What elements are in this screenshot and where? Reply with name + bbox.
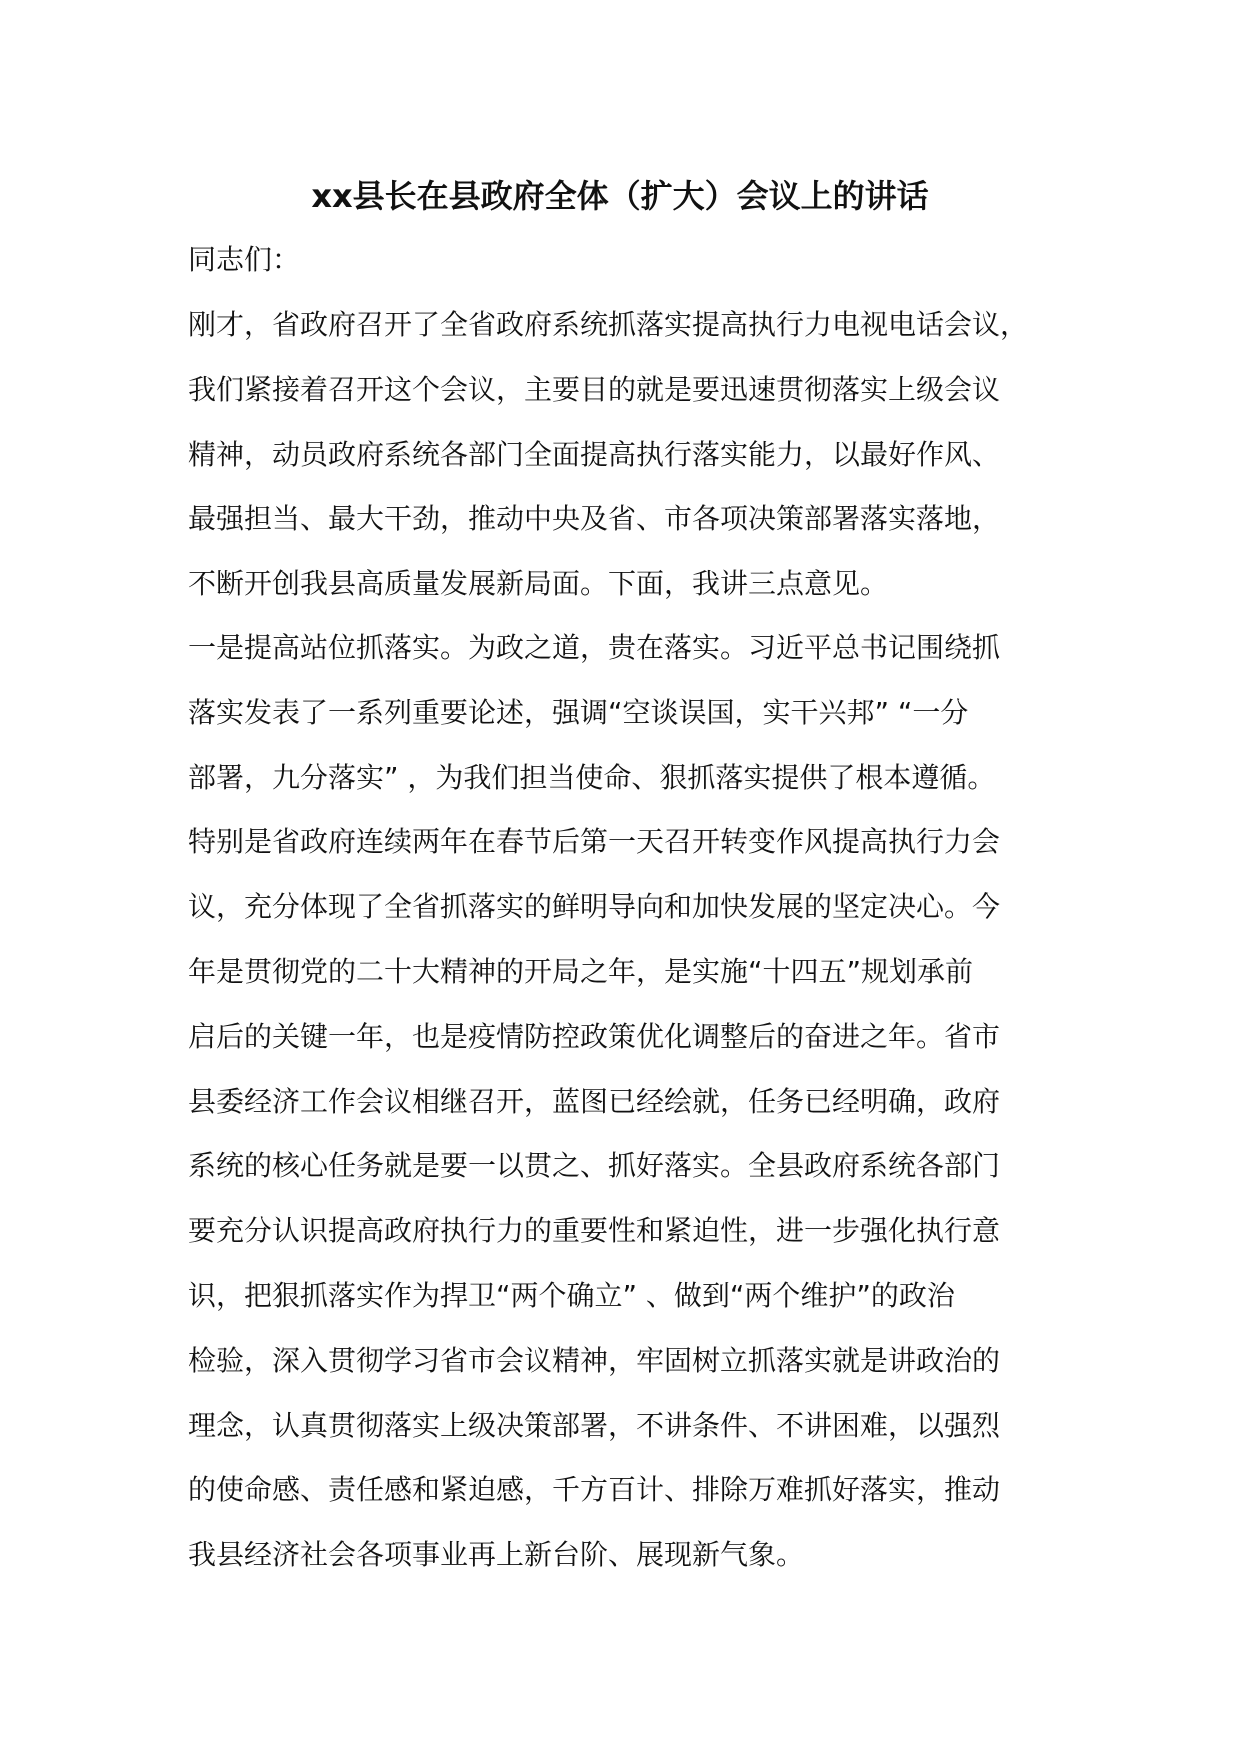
- paragraph-line: 的使命感、责任感和紧迫感，千方百计、排除万难抓好落实，推动: [188, 1473, 1001, 1507]
- paragraph-line: 系统的核心任务就是要一以贯之、抓好落实。全县政府系统各部门: [188, 1149, 1001, 1183]
- paragraph-line: 启后的关键一年，也是疫情防控政策优化调整后的奋进之年。省市: [188, 1019, 1001, 1053]
- paragraph-line: 特别是省政府连续两年在春节后第一天召开转变作风提高执行力会: [188, 825, 1001, 859]
- paragraph-line: 我县经济社会各项事业再上新台阶、展现新气象。: [188, 1538, 805, 1572]
- paragraph-line: 检验，深入贯彻学习省市会议精神，牢固树立抓落实就是讲政治的: [188, 1343, 1001, 1377]
- paragraph-opening: [188, 305, 1088, 629]
- greeting: 同志们：: [188, 243, 301, 276]
- paragraph-line: 议，充分体现了全省抓落实的鲜明导向和加快发展的坚定决心。今: [188, 890, 1001, 924]
- paragraph-line: 精神，动员政府系统各部门全面提高执行落实能力，以最好作风、: [188, 437, 1001, 471]
- paragraph-line: 要充分认识提高政府执行力的重要性和紧迫性，进一步强化执行意: [188, 1214, 1001, 1248]
- paragraph-line: 最强担当、最大干劲，推动中央及省、市各项决策部署落实落地，: [188, 502, 1001, 536]
- paragraph-line: 部署，九分落实” ，为我们担当使命、狠抓落实提供了根本遵循。: [188, 760, 996, 794]
- paragraph-line: 县委经济工作会议相继召开，蓝图已经绘就，任务已经明确，政府: [188, 1084, 1001, 1118]
- paragraph-line: 刚才，省政府召开了全省政府系统抓落实提高执行力电视电话会议，: [188, 308, 1029, 341]
- paragraph-line: 一是提高站位抓落实。为政之道，贵在落实。习近平总书记围绕抓: [188, 631, 1001, 664]
- paragraph-point-one: [188, 628, 1088, 1600]
- paragraph-line: 落实发表了一系列重要论述，强调“空谈误国，实干兴邦” “一分: [188, 695, 969, 729]
- document-title: xx县长在县政府全体（扩大）会议上的讲话: [311, 177, 929, 215]
- paragraph-line: 不断开创我县高质量发展新局面。下面，我讲三点意见。: [188, 567, 889, 601]
- paragraph-line: 理念，认真贯彻落实上级决策部署，不讲条件、不讲困难，以强烈: [188, 1408, 1001, 1442]
- paragraph-line: 我们紧接着召开这个会议，主要目的就是要迅速贯彻落实上级会议: [188, 372, 1001, 406]
- paragraph-line: 识，把狠抓落实作为捍卫“两个确立” 、做到“两个维护”的政治: [188, 1278, 955, 1312]
- paragraph-line: 年是贯彻党的二十大精神的开局之年，是实施“十四五”规划承前: [188, 954, 974, 988]
